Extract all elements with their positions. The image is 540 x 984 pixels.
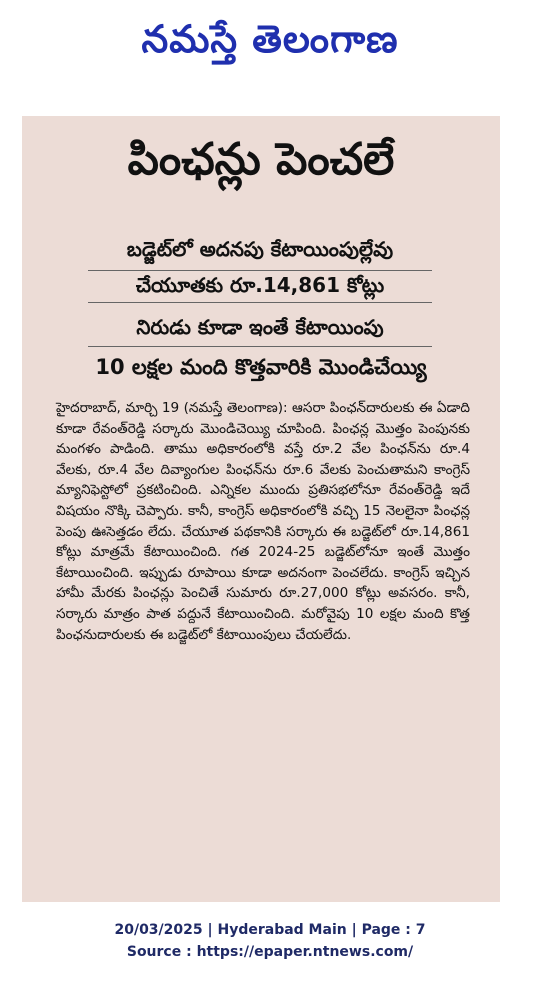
article-body: హైదరాబాద్, మార్చి 19 (నమస్తే తెలంగాణ): ఆసరా పింఛన్‌దారులకు ఈ ఏడాది కూడా రేవంత్‌రెడ్డి సర్కారు మొండిచెయ్యి చూపింది. పింఛన్ల మొత్తం పెంపునకు మంగళం పాడింది. తాము అధికారంలోకి వస్తే రూ.2 వేల పింఛన్‌ను రూ.4 వేలకు, రూ.4 వేల దివ్యాంగుల పింఛన్‌ను రూ.6 వేలకు పెంచుతామని కాంగ్రెస్ మ్యానిఫెస్టోలో ప్రకటించింది. ఎన్నికల ముందు ప్రతిసభలోనూ రేవంత్‌రెడ్డి ఇదే విషయం నొక్కి చెప్పారు. కానీ, కాంగ్రెస్ అధికారంలోకి వచ్చి 15 నెలలైనా పింఛన్ల పెంపు ఊసెత్తడం లేదు. చేయూత పథకానికి సర్కారు ఈ బడ్జెట్‌లో రూ.14,861 కోట్లు మాత్రమే కేటాయించింది. గత 2024-25 బడ్జెట్‌లోనూ ఇంతే మొత్తం కేటాయించింది. ఇప్పుడు రూపాయి కూడా అదనంగా పెంచలేదు. కాంగ్రెస్ ఇచ్చిన హామీ మేరకు పింఛన్లు పెంచితే సుమారు రూ.27,000 కోట్లు అవసరం. కానీ, సర్కారు మాత్రం పాత పద్దునే కేటాయించింది. మరోవైపు 10 లక్షల మంది కొత్త పింఛనుదారులకు ఈ బడ్జెట్‌లో కేటాయింపులు చేయలేదు. (56, 400, 470, 643)
footer-source: Source : https://epaper.ntnews.com/ (126, 944, 414, 960)
divider-rule (88, 302, 432, 303)
article-headline: పింఛన్లు పెంచలే (127, 134, 395, 185)
subheadline-2: చేయూతకు రూ.14,861 కోట్లు (135, 273, 385, 297)
newspaper-masthead: నమస్తే తెలంగాణ (141, 17, 399, 61)
article-clipping (22, 116, 500, 902)
subheadline-3: నిరుడు కూడా ఇంతే కేటాయింపు (136, 315, 384, 339)
divider-rule (88, 346, 432, 347)
subheadline-1: బడ్జెట్‌లో అదనపు కేటాయింపుల్లేవు (126, 237, 394, 261)
subheadline-4: 10 లక్షల మంది కొత్తవారికి మొండిచేయ్యి (95, 355, 427, 379)
footer-date-edition: 20/03/2025 | Hyderabad Main | Page : 7 (114, 922, 426, 938)
